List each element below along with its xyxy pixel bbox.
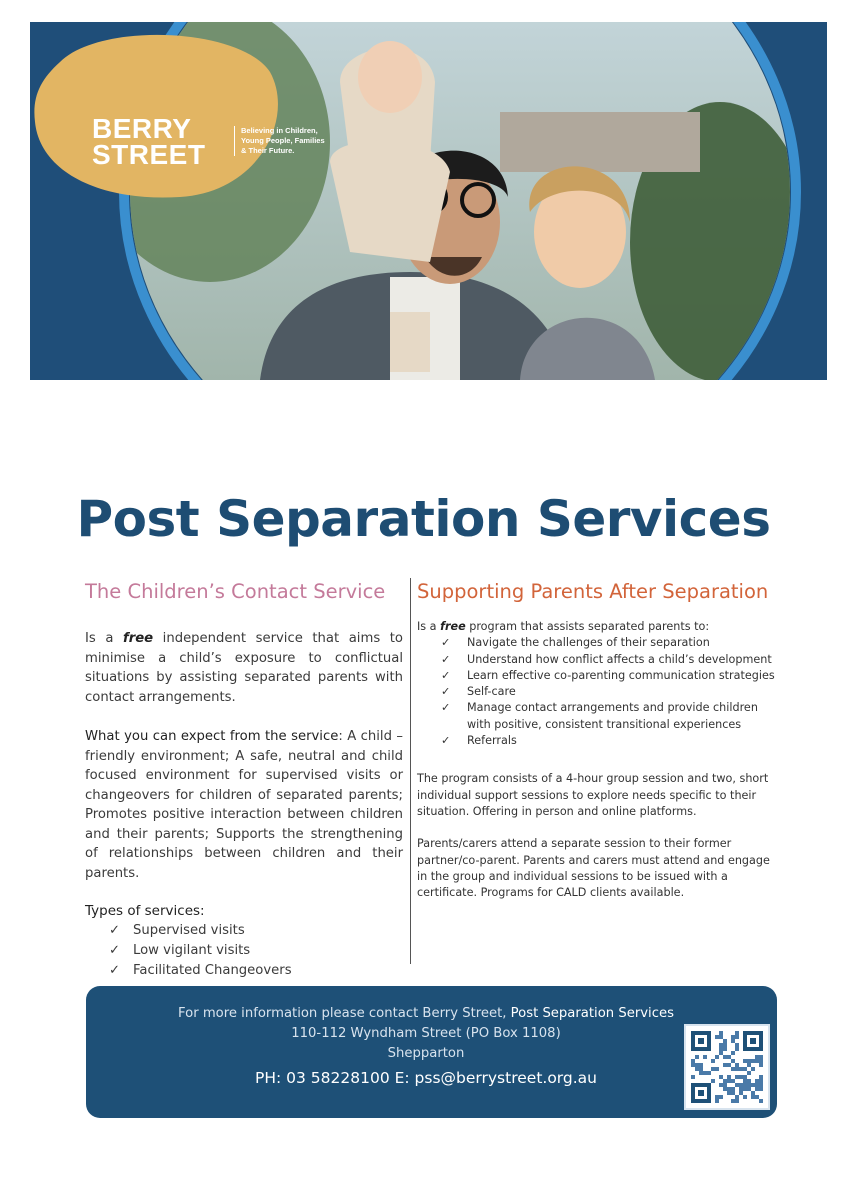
qr-module bbox=[715, 1067, 719, 1071]
left-expectations: What you can expect from the service: A child – friendly environment; A safe, neutral and child focused environment for supervised visits or changeovers for children of separated parents; Promotes positive interaction between children and their parents; Supports the strengthening of relationships between children and their parents. bbox=[85, 729, 403, 881]
qr-module bbox=[739, 1083, 743, 1087]
check-icon: ✓ bbox=[109, 923, 121, 938]
section-heading-right: Supporting Parents After Separation bbox=[417, 580, 769, 603]
list-item: ✓ Manage contact arrangements and provide children with positive, consistent transitional experiences bbox=[441, 701, 758, 731]
left-intro: Is a free independent service that aims to minimise a child’s exposure to conflictual situations by assisting separated parents with contact arrangements. bbox=[85, 631, 403, 705]
qr-module bbox=[711, 1079, 715, 1083]
qr-module bbox=[755, 1079, 759, 1083]
attendance-note: Parents/carers attend a separate session to their former partner/co-parent. Parents and carers must attend and engage in the group and individual sessions to be issued with a certificate. Programs for CALD clients available. bbox=[417, 837, 770, 900]
berry-street-logo: BERRY STREET bbox=[92, 113, 206, 170]
qr-module bbox=[723, 1079, 727, 1083]
qr-module bbox=[747, 1059, 751, 1063]
qr-module bbox=[731, 1087, 735, 1091]
supporting-parents-section bbox=[417, 580, 777, 917]
qr-module bbox=[727, 1063, 731, 1067]
qr-module bbox=[699, 1063, 703, 1067]
qr-module bbox=[735, 1075, 739, 1079]
types-heading: Types of services: bbox=[85, 903, 205, 919]
qr-module bbox=[731, 1035, 735, 1039]
list-item: ✓ Referrals bbox=[417, 733, 777, 749]
qr-module bbox=[755, 1087, 759, 1091]
qr-module bbox=[747, 1071, 751, 1075]
qr-module bbox=[731, 1091, 735, 1095]
list-item: ✓ Low vigilant visits bbox=[85, 941, 403, 961]
qr-module bbox=[723, 1055, 727, 1059]
qr-module bbox=[699, 1067, 703, 1071]
program-list bbox=[417, 635, 777, 749]
qr-module bbox=[751, 1095, 755, 1099]
qr-module bbox=[695, 1063, 699, 1067]
qr-module bbox=[759, 1055, 763, 1059]
list-item: ✓ Learn effective co-parenting communication strategies bbox=[417, 668, 777, 684]
qr-module bbox=[719, 1095, 723, 1099]
qr-module bbox=[719, 1035, 723, 1039]
qr-module bbox=[715, 1099, 719, 1103]
qr-module bbox=[755, 1095, 759, 1099]
qr-module bbox=[743, 1083, 747, 1087]
contact-details bbox=[176, 1004, 676, 1088]
qr-module bbox=[735, 1043, 739, 1047]
qr-module bbox=[743, 1059, 747, 1063]
check-icon: ✓ bbox=[441, 701, 451, 715]
qr-module bbox=[727, 1055, 731, 1059]
section-heading-left: The Children’s Contact Service bbox=[85, 580, 386, 603]
qr-module bbox=[719, 1083, 723, 1087]
qr-module bbox=[731, 1099, 735, 1103]
qr-module bbox=[747, 1087, 751, 1091]
qr-module bbox=[691, 1063, 695, 1067]
qr-module bbox=[731, 1051, 735, 1055]
qr-module bbox=[735, 1035, 739, 1039]
hero-banner bbox=[30, 22, 827, 380]
phone-email-line[interactable]: PH: 03 58228100 E: pss@berrystreet.org.au bbox=[254, 1069, 597, 1087]
qr-module bbox=[727, 1091, 731, 1095]
qr-module bbox=[691, 1059, 695, 1063]
list-item: ✓ Navigate the challenges of their separation bbox=[417, 635, 777, 651]
qr-module bbox=[707, 1071, 711, 1075]
qr-module bbox=[723, 1063, 727, 1067]
qr-module bbox=[751, 1067, 755, 1071]
list-item: ✓ Supervised visits bbox=[85, 921, 403, 941]
qr-module bbox=[723, 1039, 727, 1043]
qr-code-graphic bbox=[686, 1026, 768, 1108]
types-list bbox=[85, 921, 403, 981]
qr-module bbox=[743, 1079, 747, 1083]
qr-module bbox=[735, 1083, 739, 1087]
qr-module bbox=[747, 1079, 751, 1083]
qr-module bbox=[759, 1099, 763, 1103]
qr-module bbox=[759, 1087, 763, 1091]
qr-module bbox=[755, 1055, 759, 1059]
qr-module bbox=[727, 1075, 731, 1079]
qr-module bbox=[691, 1075, 695, 1079]
qr-module bbox=[703, 1055, 707, 1059]
page-title: Post Separation Services bbox=[76, 490, 771, 548]
qr-module bbox=[751, 1059, 755, 1063]
qr-module bbox=[735, 1099, 739, 1103]
qr-module bbox=[715, 1095, 719, 1099]
qr-module bbox=[723, 1047, 727, 1051]
qr-module bbox=[695, 1055, 699, 1059]
check-icon: ✓ bbox=[109, 943, 121, 958]
qr-module bbox=[723, 1083, 727, 1087]
qr-module bbox=[751, 1091, 755, 1095]
logo-blob bbox=[30, 22, 280, 202]
qr-module bbox=[739, 1075, 743, 1079]
qr-module bbox=[727, 1087, 731, 1091]
qr-module bbox=[739, 1091, 743, 1095]
qr-module bbox=[715, 1055, 719, 1059]
qr-module bbox=[711, 1067, 715, 1071]
check-icon: ✓ bbox=[441, 652, 451, 666]
qr-module bbox=[743, 1067, 747, 1071]
qr-module bbox=[723, 1043, 727, 1047]
qr-module bbox=[703, 1071, 707, 1075]
list-item: ✓ Facilitated Changeovers bbox=[85, 961, 403, 981]
check-icon: ✓ bbox=[109, 963, 121, 978]
qr-module bbox=[743, 1087, 747, 1091]
city-line: Shepparton bbox=[387, 1046, 465, 1061]
qr-module bbox=[719, 1047, 723, 1051]
check-icon: ✓ bbox=[441, 734, 451, 748]
qr-module bbox=[759, 1063, 763, 1067]
qr-module bbox=[751, 1083, 755, 1087]
check-icon: ✓ bbox=[441, 685, 451, 699]
qr-module bbox=[711, 1059, 715, 1063]
check-icon: ✓ bbox=[441, 636, 451, 650]
qr-module bbox=[739, 1067, 743, 1071]
qr-module bbox=[755, 1083, 759, 1087]
qr-module bbox=[699, 1071, 703, 1075]
qr-module bbox=[731, 1079, 735, 1083]
qr-module bbox=[747, 1083, 751, 1087]
address-line: 110-112 Wyndham Street (PO Box 1108) bbox=[291, 1026, 561, 1041]
qr-module bbox=[759, 1083, 763, 1087]
column-divider bbox=[410, 578, 411, 964]
qr-module bbox=[735, 1095, 739, 1099]
qr-module bbox=[695, 1067, 699, 1071]
qr-module bbox=[735, 1067, 739, 1071]
program-description: The program consists of a 4-hour group session and two, short individual support sessions to explore needs specific to their situation. Offering in person and online platforms. bbox=[417, 772, 769, 818]
qr-module bbox=[759, 1075, 763, 1079]
childrens-contact-service-section bbox=[85, 580, 403, 981]
qr-module bbox=[731, 1067, 735, 1071]
qr-module bbox=[743, 1095, 747, 1099]
list-item: ✓ Self-care bbox=[417, 684, 777, 700]
contact-intro: For more information please contact Berry Street, Post Separation Services bbox=[178, 1006, 674, 1021]
list-item: ✓ Understand how conflict affects a child’s development bbox=[417, 652, 777, 668]
qr-module bbox=[731, 1059, 735, 1063]
qr-module bbox=[759, 1059, 763, 1063]
check-icon: ✓ bbox=[441, 668, 451, 682]
qr-module bbox=[735, 1031, 739, 1035]
qr-module bbox=[723, 1087, 727, 1091]
qr-module bbox=[719, 1075, 723, 1079]
qr-module bbox=[719, 1043, 723, 1047]
qr-code-icon[interactable] bbox=[684, 1024, 770, 1110]
contact-footer bbox=[86, 986, 777, 1118]
qr-module bbox=[727, 1079, 731, 1083]
qr-module bbox=[735, 1063, 739, 1067]
qr-module bbox=[759, 1079, 763, 1083]
qr-module bbox=[715, 1035, 719, 1039]
qr-module bbox=[739, 1087, 743, 1091]
qr-module bbox=[731, 1039, 735, 1043]
qr-module bbox=[735, 1047, 739, 1051]
logo-tagline: Believing in Children, Young People, Families & Their Future. bbox=[234, 126, 331, 156]
qr-module bbox=[719, 1051, 723, 1055]
qr-module bbox=[747, 1063, 751, 1067]
qr-module bbox=[755, 1059, 759, 1063]
qr-module bbox=[719, 1031, 723, 1035]
qr-module bbox=[743, 1075, 747, 1079]
right-intro: Is a free program that assists separated parents to: bbox=[417, 620, 710, 633]
